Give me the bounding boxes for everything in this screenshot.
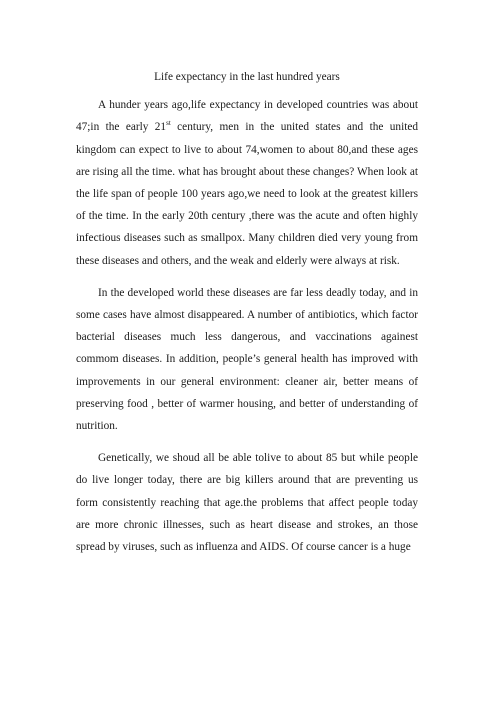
document-page	[76, 66, 418, 568]
paragraph-2: In the developed world these diseases are far less deadly today, and in some cases have almost disappeared. A number of antibiotics, which factor bacterial diseases much less dangerous, and vaccinations againest commom diseases. In addition, people’s general health has improved with improvements in our general environment: cleaner air, better means of preserving food , better of warmer housing, and better of understanding of nutrition.	[76, 286, 418, 433]
ordinal-superscript: st	[166, 119, 171, 128]
paragraph-1-part-a: A hunder years ago,life expectancy in developed countries was about 47;in the early 21	[76, 99, 418, 134]
paragraph-3: Genetically, we shoud all be able tolive to about 85 but while people do live longer today, there are big killers around that are preventing us form consistently reaching that age.the problems that affect people today are more chronic illnesses, such as heart disease and strokes, an those spread by viruses, such as influenza and AIDS. Of course cancer is a huge	[76, 452, 418, 554]
paragraph-1-part-b: century, men in the united states and the united kingdom can expect to live to about 74,women to about 80,and these ages are rising all the time. what has brought about these changes? When look at the life span of people 100 years ago,we need to look at the greatest killers of the time. In the early 20th century ,there was the acute and often highly infectious diseases such as smallpox. Many children died very young from these diseases and others, and the weak and elderly were always at risk.	[76, 121, 419, 267]
document-title: Life expectancy in the last hundred years	[154, 71, 340, 83]
paragraph-1	[76, 94, 418, 272]
